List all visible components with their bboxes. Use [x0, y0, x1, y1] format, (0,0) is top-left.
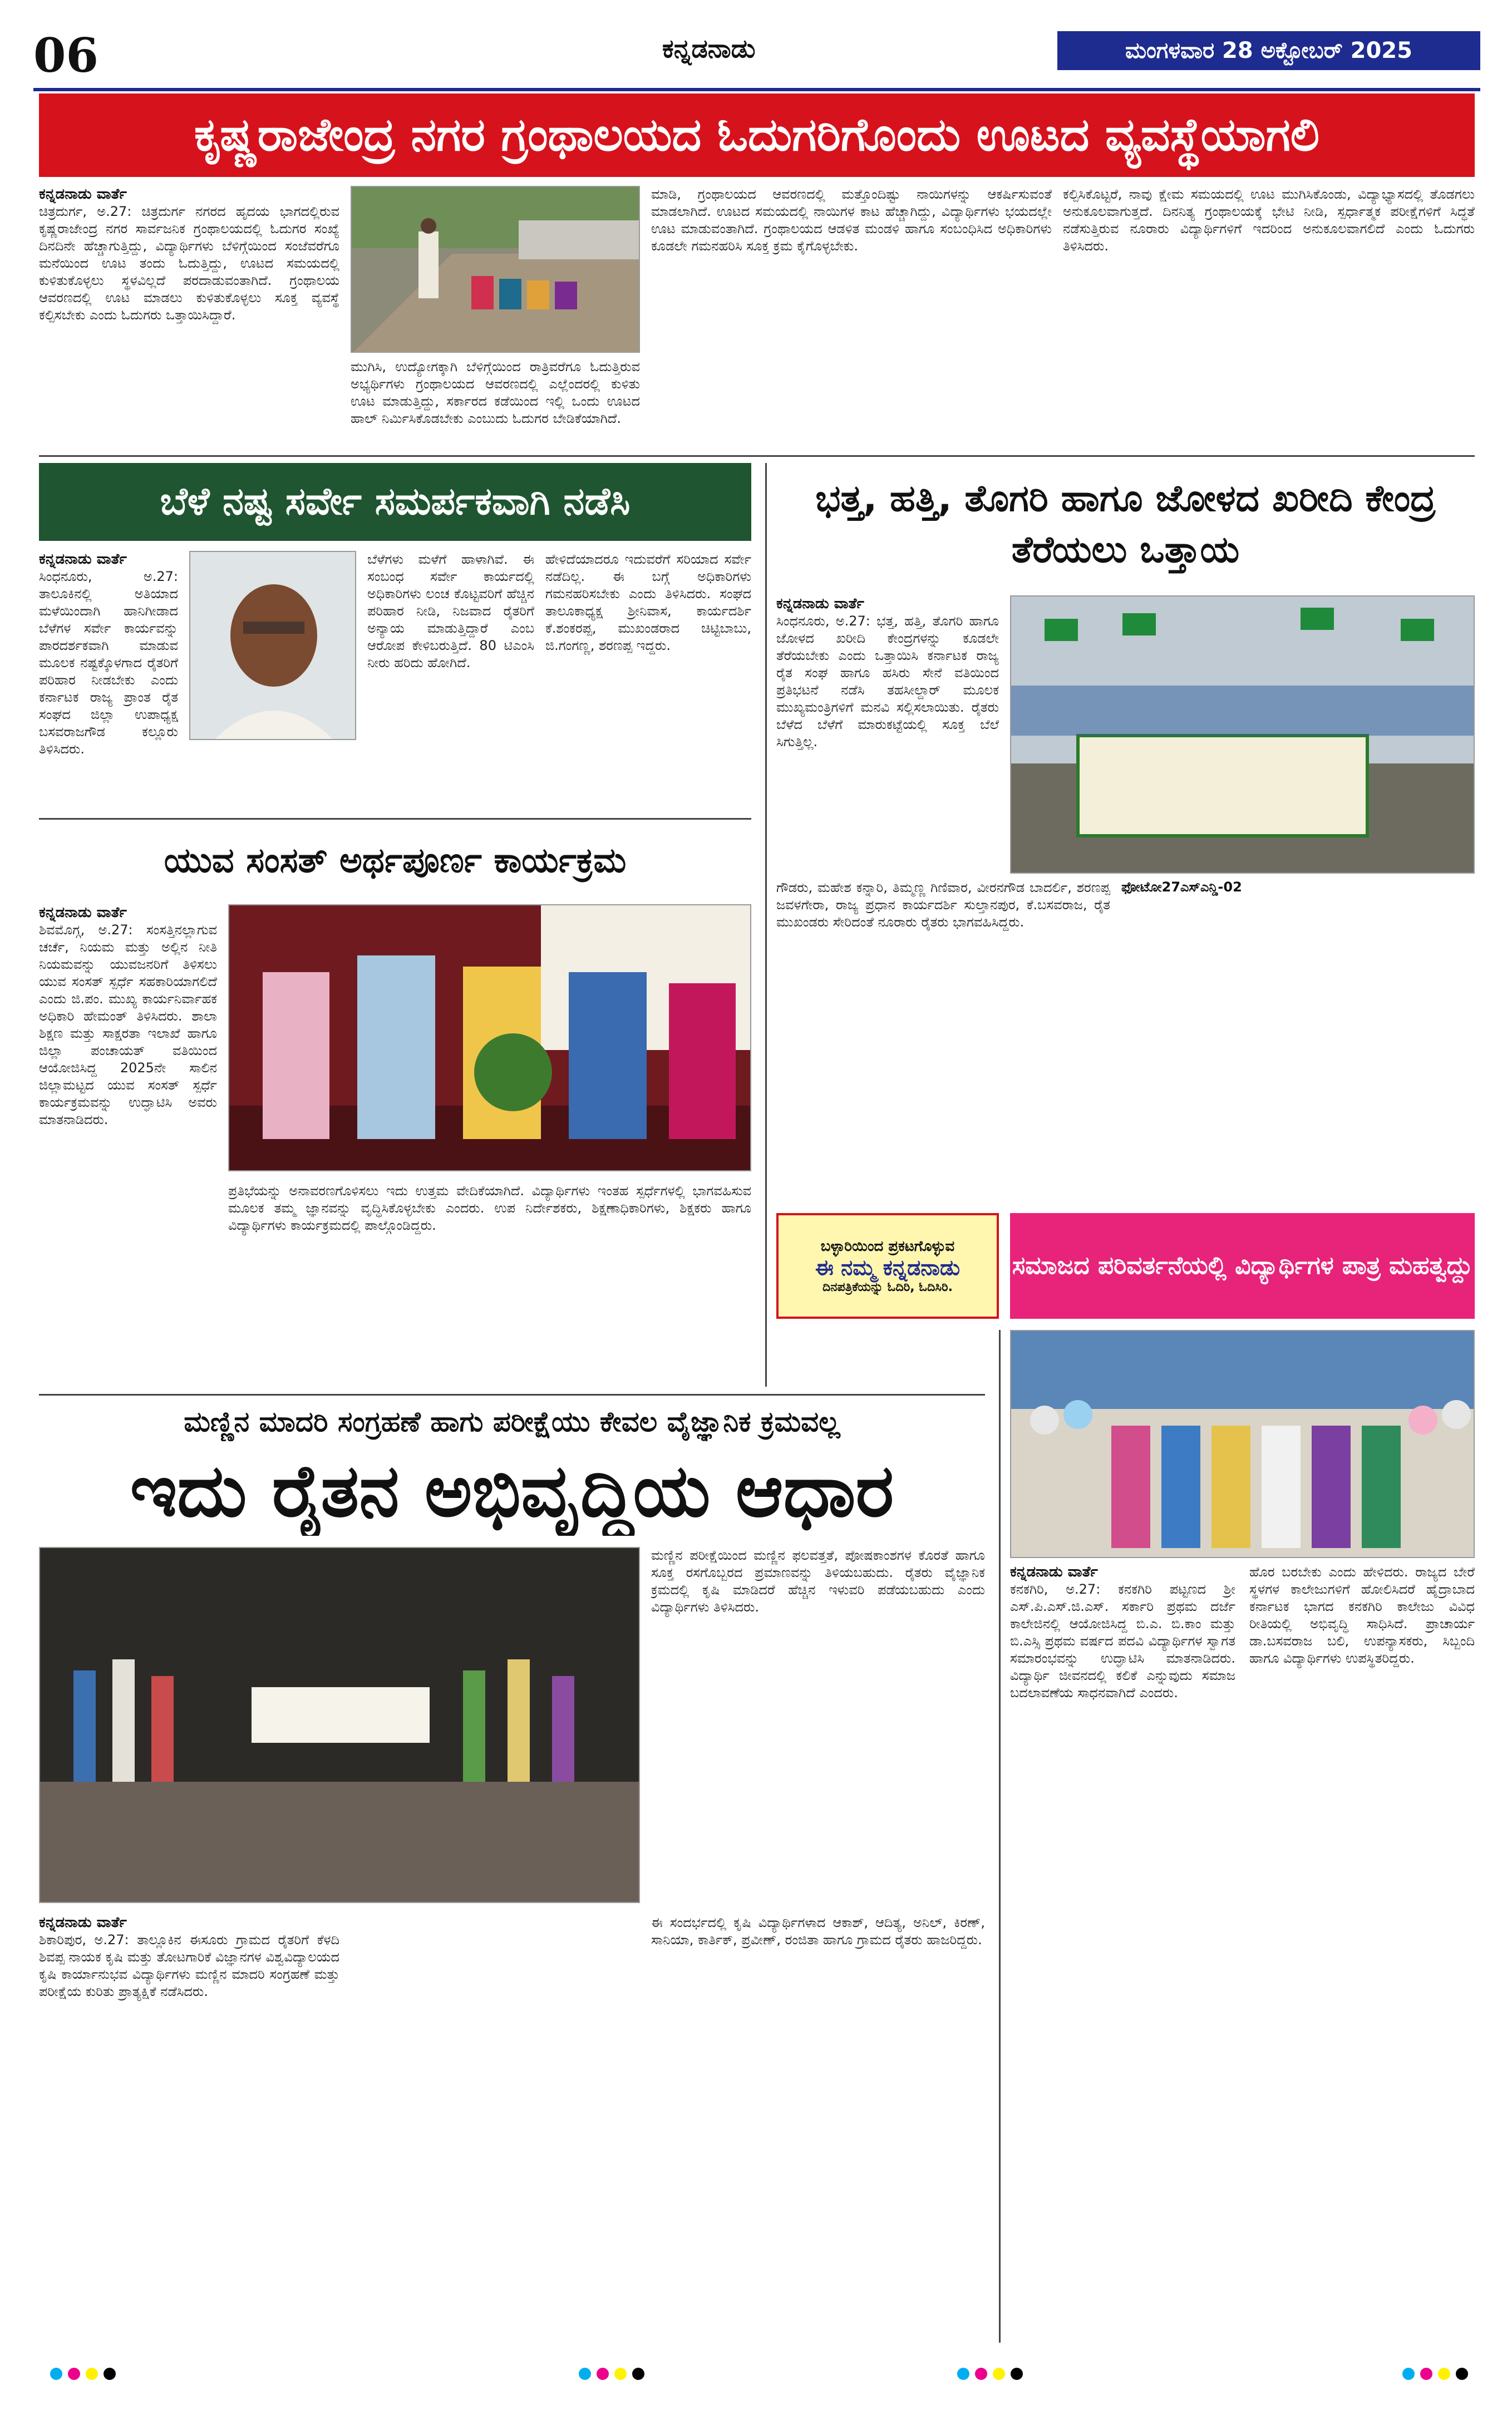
a6-kicker: ಮಣ್ಣಿನ ಮಾದರಿ ಸಂಗ್ರಹಣೆ ಹಾಗು ಪರೀಕ್ಷೆಯು ಕೇವಲ ವೈಜ್ಞಾನಿಕ ಕ್ರಮವಲ್ಲ — [184, 1405, 840, 1438]
college-function-photo — [1011, 1331, 1475, 1558]
a6-article — [39, 1914, 985, 2343]
a5-article — [1010, 1564, 1475, 2343]
a6-photo — [39, 1547, 640, 1903]
column-rule — [765, 463, 767, 1387]
a4-col2: ಗೌಡರು, ಮಹೇಶ ಕನ್ನಾರಿ, ತಿಮ್ಮಣ್ಣ ಗಿಣಿವಾರ, ವೀರನಗೌಡ ಬಾದರ್ಲಿ, ಶರಣಪ್ಪ ಜವಳಗೇರಾ, ರಾಜ್ಯ ಪ್ರಧಾನ ಕಾರ್ಯದರ್ಶಿ ಸುಲ್ತಾನಪುರ, ಕೆ.ಬಸವರಾಜ, ರೈತ ಮುಖಂಡರು ಸೇರಿದಂತೆ ನೂರಾರು ರೈತರು ಭಾಗವಹಿಸಿದ್ದರು. — [776, 880, 1110, 930]
newspaper-name: ಕನ್ನಡನಾಡು — [662, 33, 756, 63]
a1-col1: ಚಿತ್ರದುರ್ಗ, ಅ.27: ಚಿತ್ರದುರ್ಗ ನಗರದ ಹೃದಯ ಭಾಗದಲ್ಲಿರುವ ಕೃಷ್ಣರಾಜೇಂದ್ರ ನಗರ ಸಾರ್ವಜನಿಕ ಗ್ರಂಥಾಲಯದಲ್ಲಿ ಓದುಗರ ಸಂಖ್ಯೆ ದಿನದಿನೇ ಹೆಚ್ಚಾಗುತ್ತಿದ್ದು, ವಿದ್ಯಾರ್ಥಿಗಳು ಬೆಳಿಗ್ಗೆಯಿಂದ ಸಂಜೆವರೆಗೂ ಮನೆಯಿಂದ ಊಟ ತಂದು ಓದುತ್ತಿದ್ದು, ಊಟದ ಸಮಯದಲ್ಲಿ ಕುಳಿತುಕೊಳ್ಳಲು ಸ್ಥಳವಿಲ್ಲದೆ ಪರದಾಡುವಂತಾಗಿದೆ. ಗ್ರಂಥಾಲಯ ಆವರಣದಲ್ಲಿ ಊಟ ಮಾಡಲು ಕುಳಿತುಕೊಳ್ಳಲು ಸೂಕ್ತ ವ್ಯವಸ್ಥೆ ಕಲ್ಪಿಸಬೇಕು ಎಂದು ಓದುಗರು ಒತ್ತಾಯಿಸಿದ್ದಾರೆ. — [39, 204, 339, 323]
masthead-rule — [33, 88, 1480, 91]
a2-col3: ಹೇಳಿದೆಯಾದರೂ ಇದುವರೆಗೆ ಸರಿಯಾದ ಸರ್ವೇ ನಡೆದಿಲ್ಲ. ಈ ಬಗ್ಗೆ ಅಧಿಕಾರಿಗಳು ಗಮನಹರಿಸಬೇಕು ಎಂದು ತಿಳಿಸಿದರು. ಸಂಘದ ತಾಲೂಕಾಧ್ಯಕ್ಷ ಶ್ರೀನಿವಾಸ, ಕಾರ್ಯದರ್ಶಿ ಕೆ.ಶಂಕರಪ್ಪ, ಮುಖಂಡರಾದ ಚಿಟ್ಟಿಬಾಬು, ಜಿ.ಗಂಗಣ್ಣ, ಶರಣಪ್ಪ ಇದ್ದರು. — [545, 551, 751, 653]
a6-col1: ಶಿಕಾರಿಪುರ, ಅ.27: ತಾಲ್ಲೂಕಿನ ಈಸೂರು ಗ್ರಾಮದ ರೈತರಿಗೆ ಕೆಳದಿ ಶಿವಪ್ಪ ನಾಯಕ ಕೃಷಿ ಮತ್ತು ತೋಟಗಾರಿಕೆ ವಿಜ್ಞಾನಗಳ ವಿಶ್ವವಿದ್ಯಾಲಯದ ಕೃಷಿ ಕಾರ್ಯಾನುಭವ ವಿದ್ಯಾರ್ಥಿಗಳು ಮಣ್ಣಿನ ಮಾದರಿ ಸಂಗ್ರಹಣೆ ಮತ್ತು ಪರೀಕ್ಷೆಯ ಕುರಿತು ಪ್ರಾತ್ಯಕ್ಷಿಕೆ ನಡೆಸಿದರು. — [39, 1932, 339, 1999]
a6-col3: ಈ ಸಂದರ್ಭದಲ್ಲಿ ಕೃಷಿ ವಿದ್ಯಾರ್ಥಿಗಳಾದ ಆಕಾಶ್, ಆದಿತ್ಯ, ಅನಿಲ್, ಕಿರಣ್, ಸಾನಿಯಾ, ಕಾರ್ತಿಕ್, ಪ್ರವೀಣ್, ರಂಜಿತಾ ಹಾಗೂ ಗ್ರಾಮದ ರೈತರು ಹಾಜರಿದ್ದರು. — [651, 1915, 985, 1948]
a6-byline: ಕನ್ನಡನಾಡು ವಾರ್ತೆ — [39, 1914, 127, 1931]
registration-marks — [50, 2368, 116, 2380]
promo-line1: ಬಳ್ಳಾರಿಯಿಂದ ಪ್ರಕಟಗೊಳ್ಳುವ — [820, 1238, 955, 1255]
a6-headline: ಇದು ರೈತನ ಅಭಿವೃದ್ಧಿಯ ಆಧಾರ — [130, 1448, 894, 1533]
a2-portrait — [189, 551, 356, 740]
promo-box — [776, 1213, 999, 1319]
library-reading-photo — [352, 187, 640, 353]
a6-col2: ಮಣ್ಣಿನ ಪರೀಕ್ಷೆಯಿಂದ ಮಣ್ಣಿನ ಫಲವತ್ತತೆ, ಪೋಷಕಾಂಶಗಳ ಕೊರತೆ ಹಾಗೂ ಸೂಕ್ತ ರಸಗೊಬ್ಬರದ ಪ್ರಮಾಣವನ್ನು ತಿಳಿಯಬಹುದು. ರೈತರು ವೈಜ್ಞಾನಿಕ ಕ್ರಮದಲ್ಲಿ ಕೃಷಿ ಮಾಡಿದರೆ ಹೆಚ್ಚಿನ ಇಳುವರಿ ಪಡೆಯಬಹುದು ಎಂದು ವಿದ್ಯಾರ್ಥಿಗಳು ತಿಳಿಸಿದರು. — [651, 1547, 985, 1615]
divider — [39, 1394, 985, 1396]
a1-col2: ಮುಗಿಸಿ, ಉದ್ಯೋಗಕ್ಕಾಗಿ ಬೆಳಿಗ್ಗೆಯಿಂದ ರಾತ್ರಿವರೆಗೂ ಓದುತ್ತಿರುವ ಅಭ್ಯರ್ಥಿಗಳು ಗ್ರಂಥಾಲಯದ ಆವರಣದಲ್ಲಿ ಎಲ್ಲೆಂದರಲ್ಲಿ ಕುಳಿತು ಊಟ ಮಾಡುತ್ತಿದ್ದು, ಸರ್ಕಾರದ ಕಡೆಯಿಂದ ಇಲ್ಲಿ ಒಂದು ಊಟದ ಹಾಲ್ ನಿರ್ಮಿಸಿಕೊಡಬೇಕು ಎಂಬುದು ಓದುಗರ ಬೇಡಿಕೆಯಾಗಿದೆ. — [351, 359, 640, 426]
a1-photo — [351, 186, 640, 353]
a5-col1: ಕನಕಗಿರಿ, ಅ.27: ಕನಕಗಿರಿ ಪಟ್ಟಣದ ಶ್ರೀ ಎಸ್.ಪಿ.ಎಸ್.ಜಿ.ಎಸ್. ಸರ್ಕಾರಿ ಪ್ರಥಮ ದರ್ಜೆ ಕಾಲೇಜಿನಲ್ಲಿ ಆಯೋಜಿಸಿದ್ದ ಬಿ.ಎ. ಬಿ.ಕಾಂ ಮತ್ತು ಬಿ.ಎಸ್ಸಿ ಪ್ರಥಮ ವರ್ಷದ ಪದವಿ ವಿದ್ಯಾರ್ಥಿಗಳ ಸ್ವಾಗತ ಸಮಾರಂಭವನ್ನು ಉದ್ಘಾಟಿಸಿ ಮಾತನಾಡಿದರು. ವಿದ್ಯಾರ್ಥಿ ಜೀವನದಲ್ಲಿ ಕಲಿಕೆ ಎನ್ನುವುದು ಸಮಾಜ ಬದಲಾವಣೆಯ ಸಾಧನವಾಗಿದೆ ಎಂದರು. — [1010, 1581, 1235, 1701]
a2-headline: ಬೆಳೆ ನಷ್ಟ ಸರ್ವೇ ಸಮರ್ಪಕವಾಗಿ ನಡೆಸಿ — [39, 463, 751, 541]
date-bar: ಮಂಗಳವಾರ 28 ಅಕ್ಟೋಬರ್ 2025 — [1057, 31, 1480, 70]
a3-photo — [228, 904, 751, 1171]
divider — [39, 818, 751, 820]
a2-byline: ಕನ್ನಡನಾಡು ವಾರ್ತೆ — [39, 551, 127, 568]
a1-col3: ಮಾಡಿ, ಗ್ರಂಥಾಲಯದ ಆವರಣದಲ್ಲಿ ಮತ್ತೊಂದಿಷ್ಟು ನಾಯಿಗಳನ್ನು ಆಕರ್ಷಿಸುವಂತೆ ಮಾಡಲಾಗಿದೆ. ಊಟದ ಸಮಯದಲ್ಲಿ ನಾಯಿಗಳ ಕಾಟ ಹೆಚ್ಚಾಗಿದ್ದು, ವಿದ್ಯಾರ್ಥಿಗಳು ಭಯದಲ್ಲೇ ಊಟ ಮಾಡುವಂತಾಗಿದೆ. ಗ್ರಂಥಾಲಯದ ಆಡಳಿತ ಮಂಡಳಿ ಹಾಗೂ ಸಂಬಂಧಿಸಿದ ಅಧಿಕಾರಿಗಳು ಕೂಡಲೇ ಗಮನಹರಿಸಿ ಸೂಕ್ತ ಕ್ರಮ ಕೈಗೊಳ್ಳಬೇಕು. — [651, 186, 1052, 254]
a5-byline: ಕನ್ನಡನಾಡು ವಾರ್ತೆ — [1010, 1564, 1098, 1580]
youth-parliament-photo — [229, 905, 751, 1171]
page-number: 06 — [33, 28, 98, 83]
a5-col2: ಹೊರ ಬರಬೇಕು ಎಂದು ಹೇಳಿದರು. ರಾಜ್ಯದ ಬೇರೆ ಸ್ಥಳಗಳ ಕಾಲೇಜುಗಳಿಗೆ ಹೋಲಿಸಿದರೆ ಹೈದ್ರಾಬಾದ ಕರ್ನಾಟಕ ಭಾಗದ ಕನಕಗಿರಿ ಕಾಲೇಜು ವಿವಿಧ ರೀತಿಯಲ್ಲಿ ಅಭಿವೃದ್ಧಿ ಸಾಧಿಸಿದೆ. ಪ್ರಾಚಾರ್ಯ ಡಾ.ಬಸವರಾಜ ಬಲಿ, ಉಪನ್ಯಾಸಕರು, ಸಿಬ್ಬಂದಿ ಹಾಗೂ ವಿದ್ಯಾರ್ಥಿಗಳು ಉಪಸ್ಥಿತರಿದ್ದರು. — [1249, 1564, 1475, 1666]
a3-col2: ಪ್ರತಿಭೆಯನ್ನು ಅನಾವರಣಗೊಳಿಸಲು ಇದು ಉತ್ತಮ ವೇದಿಕೆಯಾಗಿದೆ. ವಿದ್ಯಾರ್ಥಿಗಳು ಇಂತಹ ಸ್ಪರ್ಧೆಗಳಲ್ಲಿ ಭಾಗವಹಿಸುವ ಮೂಲಕ ತಮ್ಮ ಜ್ಞಾನವನ್ನು ವೃದ್ಧಿಸಿಕೊಳ್ಳಬೇಕು ಎಂದರು. ಉಪ ನಿರ್ದೇಶಕರು, ಶಿಕ್ಷಣಾಧಿಕಾರಿಗಳು, ಶಿಕ್ಷಕರು ಹಾಗೂ ವಿದ್ಯಾರ್ಥಿಗಳು ಕಾರ್ಯಕ್ರಮದಲ್ಲಿ ಪಾಲ್ಗೊಂಡಿದ್ದರು. — [228, 1183, 751, 1233]
a4-photo — [1010, 595, 1475, 874]
a5-headline: ಸಮಾಜದ ಪರಿವರ್ತನೆಯಲ್ಲಿ ವಿದ್ಯಾರ್ಥಿಗಳ ಪಾತ್ರ ಮಹತ್ವದ್ದು — [1010, 1213, 1475, 1319]
a5-photo — [1010, 1330, 1475, 1558]
a4-col1: ಸಿಂಧನೂರು, ಅ.27: ಭತ್ತ, ಹತ್ತಿ, ತೊಗರಿ ಹಾಗೂ ಜೋಳದ ಖರೀದಿ ಕೇಂದ್ರಗಳನ್ನು ಕೂಡಲೇ ತೆರೆಯಬೇಕು ಎಂದು ಒತ್ತಾಯಿಸಿ ಕರ್ನಾಟಕ ರಾಜ್ಯ ರೈತ ಸಂಘ ಹಾಗೂ ಹಸಿರು ಸೇನೆ ವತಿಯಿಂದ ಪ್ರತಿಭಟನೆ ನಡೆಸಿ ತಹಸೀಲ್ದಾರ್ ಮೂಲಕ ಮುಖ್ಯಮಂತ್ರಿಗಳಿಗೆ ಮನವಿ ಸಲ್ಲಿಸಲಾಯಿತು. ರೈತರು ಬೆಳೆದ ಬೆಳೆಗೆ ಮಾರುಕಟ್ಟೆಯಲ್ಲಿ ಸೂಕ್ತ ಬೆಲೆ ಸಿಗುತ್ತಿಲ್ಲ. — [776, 613, 999, 750]
a2-col1: ಸಿಂಧನೂರು, ಅ.27: ತಾಲೂಕಿನಲ್ಲಿ ಅತಿಯಾದ ಮಳೆಯಿಂದಾಗಿ ಹಾನಿಗೀಡಾದ ಬೆಳೆಗಳ ಸರ್ವೇ ಕಾರ್ಯವನ್ನು ಪಾರದರ್ಶಕವಾಗಿ ಮಾಡುವ ಮೂಲಕ ನಷ್ಟಕ್ಕೊಳಗಾದ ರೈತರಿಗೆ ಪರಿಹಾರ ನೀಡಬೇಕು ಎಂದು ಕರ್ನಾಟಕ ರಾಜ್ಯ ಪ್ರಾಂತ ರೈತ ಸಂಘದ ಜಿಲ್ಲಾ ಉಪಾಧ್ಯಕ್ಷ ಬಸವರಾಜಗೌಡ ಕಲ್ಲೂರು ತಿಳಿಸಿದರು. — [39, 569, 178, 757]
registration-marks — [1402, 2368, 1468, 2380]
a1-col4: ಕಲ್ಪಿಸಿಕೊಟ್ಟರೆ, ನಾವು ಕ್ಷೇಮ ಸಮಯದಲ್ಲಿ ಊಟ ಮುಗಿಸಿಕೊಂಡು, ವಿದ್ಯಾಭ್ಯಾಸದಲ್ಲಿ ತೊಡಗಲು ಅನುಕೂಲವಾಗುತ್ತದೆ. ದಿನನಿತ್ಯ ಗ್ರಂಥಾಲಯಕ್ಕೆ ಭೇಟಿ ನೀಡಿ, ಸ್ಪರ್ಧಾತ್ಮಕ ಪರೀಕ್ಷೆಗಳಿಗೆ ಸಿದ್ಧತೆ ನಡೆಸುತ್ತಿರುವ ನೂರಾರು ವಿದ್ಯಾರ್ಥಿಗಳಿಗೆ ಇದರಿಂದ ಅನುಕೂಲವಾಗಲಿದೆ ಎಂದು ಓದುಗರು ತಿಳಿಸಿದರು. — [1063, 186, 1475, 254]
a1-headline: ಕೃಷ್ಣರಾಜೇಂದ್ರ ನಗರ ಗ್ರಂಥಾಲಯದ ಓದುಗರಿಗೊಂದು ಊಟದ ವ್ಯವಸ್ಥೆಯಾಗಲಿ — [39, 93, 1475, 177]
a3-headline: ಯುವ ಸಂಸತ್ ಅರ್ಥಪೂರ್ಣ ಕಾರ್ಯಕ್ರಮ — [39, 827, 751, 894]
a4-byline: ಕನ್ನಡನಾಡು ವಾರ್ತೆ — [776, 595, 864, 612]
a4-headline: ಭತ್ತ, ಹತ್ತಿ, ತೊಗರಿ ಹಾಗೂ ಜೋಳದ ಖರೀದಿ ಕೇಂದ್ರ ತೆರೆಯಲು ಒತ್ತಾಯ — [776, 463, 1475, 585]
soil-sampling-group-photo — [40, 1548, 640, 1903]
a3-article — [39, 904, 751, 1388]
a4-article — [776, 595, 1475, 1185]
registration-marks — [579, 2368, 644, 2380]
column-rule — [999, 1330, 1001, 2343]
a3-byline: ಕನ್ನಡನಾಡು ವಾರ್ತೆ — [39, 904, 127, 921]
farmers-protest-photo — [1011, 597, 1475, 874]
farmer-leader-portrait — [190, 552, 356, 740]
a4-photo-credit: ಫೋಟೋ27ಎಸ್ಎನ್ಡಿ-02 — [1121, 879, 1242, 895]
promo-line3: ದಿನಪತ್ರಿಕೆಯನ್ನು ಓದಿರಿ, ಓದಿಸಿರಿ. — [823, 1280, 953, 1294]
a2-col2: ಬೆಳೆಗಳು ಮಳೆಗೆ ಹಾಳಾಗಿವೆ. ಈ ಸಂಬಂಧ ಸರ್ವೇ ಕಾರ್ಯದಲ್ಲಿ ಅಧಿಕಾರಿಗಳು ಲಂಚ ಕೊಟ್ಟವರಿಗೆ ಹೆಚ್ಚಿನ ಪರಿಹಾರ ನೀಡಿ, ನಿಜವಾದ ರೈತರಿಗೆ ಅನ್ಯಾಯ ಮಾಡುತ್ತಿದ್ದಾರೆ ಎಂಬ ಆರೋಪ ಕೇಳಿಬರುತ್ತಿದೆ. 80 ಟಿಎಂಸಿ ನೀರು ಹರಿದು ಹೋಗಿದೆ. — [367, 551, 534, 671]
a3-col1: ಶಿವಮೊಗ್ಗ, ಅ.27: ಸಂಸತ್ತಿನಲ್ಲಾಗುವ ಚರ್ಚೆ, ನಿಯಮ ಮತ್ತು ಅಲ್ಲಿನ ನೀತಿ ನಿಯಮವನ್ನು ಯುವಜನರಿಗೆ ತಿಳಿಸಲು ಯುವ ಸಂಸತ್ ಸ್ಪರ್ಧೆ ಸಹಕಾರಿಯಾಗಲಿದೆ ಎಂದು ಜಿ.ಪಂ. ಮುಖ್ಯ ಕಾರ್ಯನಿರ್ವಾಹಕ ಅಧಿಕಾರಿ ಹೇಮಂತ್ ತಿಳಿಸಿದರು. ಶಾಲಾ ಶಿಕ್ಷಣ ಮತ್ತು ಸಾಕ್ಷರತಾ ಇಲಾಖೆ ಹಾಗೂ ಜಿಲ್ಲಾ ಪಂಚಾಯತ್ ವತಿಯಿಂದ ಆಯೋಜಿಸಿದ್ದ 2025ನೇ ಸಾಲಿನ ಜಿಲ್ಲಾಮಟ್ಟದ ಯುವ ಸಂಸತ್ ಸ್ಪರ್ಧೆ ಕಾರ್ಯಕ್ರಮವನ್ನು ಉದ್ಘಾಟಿಸಿ ಅವರು ಮಾತನಾಡಿದರು. — [39, 922, 217, 1127]
registration-marks — [957, 2368, 1023, 2380]
a1-article — [39, 186, 1475, 447]
masthead — [33, 28, 1480, 89]
a1-byline: ಕನ್ನಡನಾಡು ವಾರ್ತೆ — [39, 186, 127, 203]
divider — [39, 455, 1475, 457]
promo-line2: ಈ ನಮ್ಮ ಕನ್ನಡನಾಡು — [815, 1255, 961, 1280]
a6-right-col — [651, 1547, 985, 1903]
a2-article — [39, 551, 751, 812]
